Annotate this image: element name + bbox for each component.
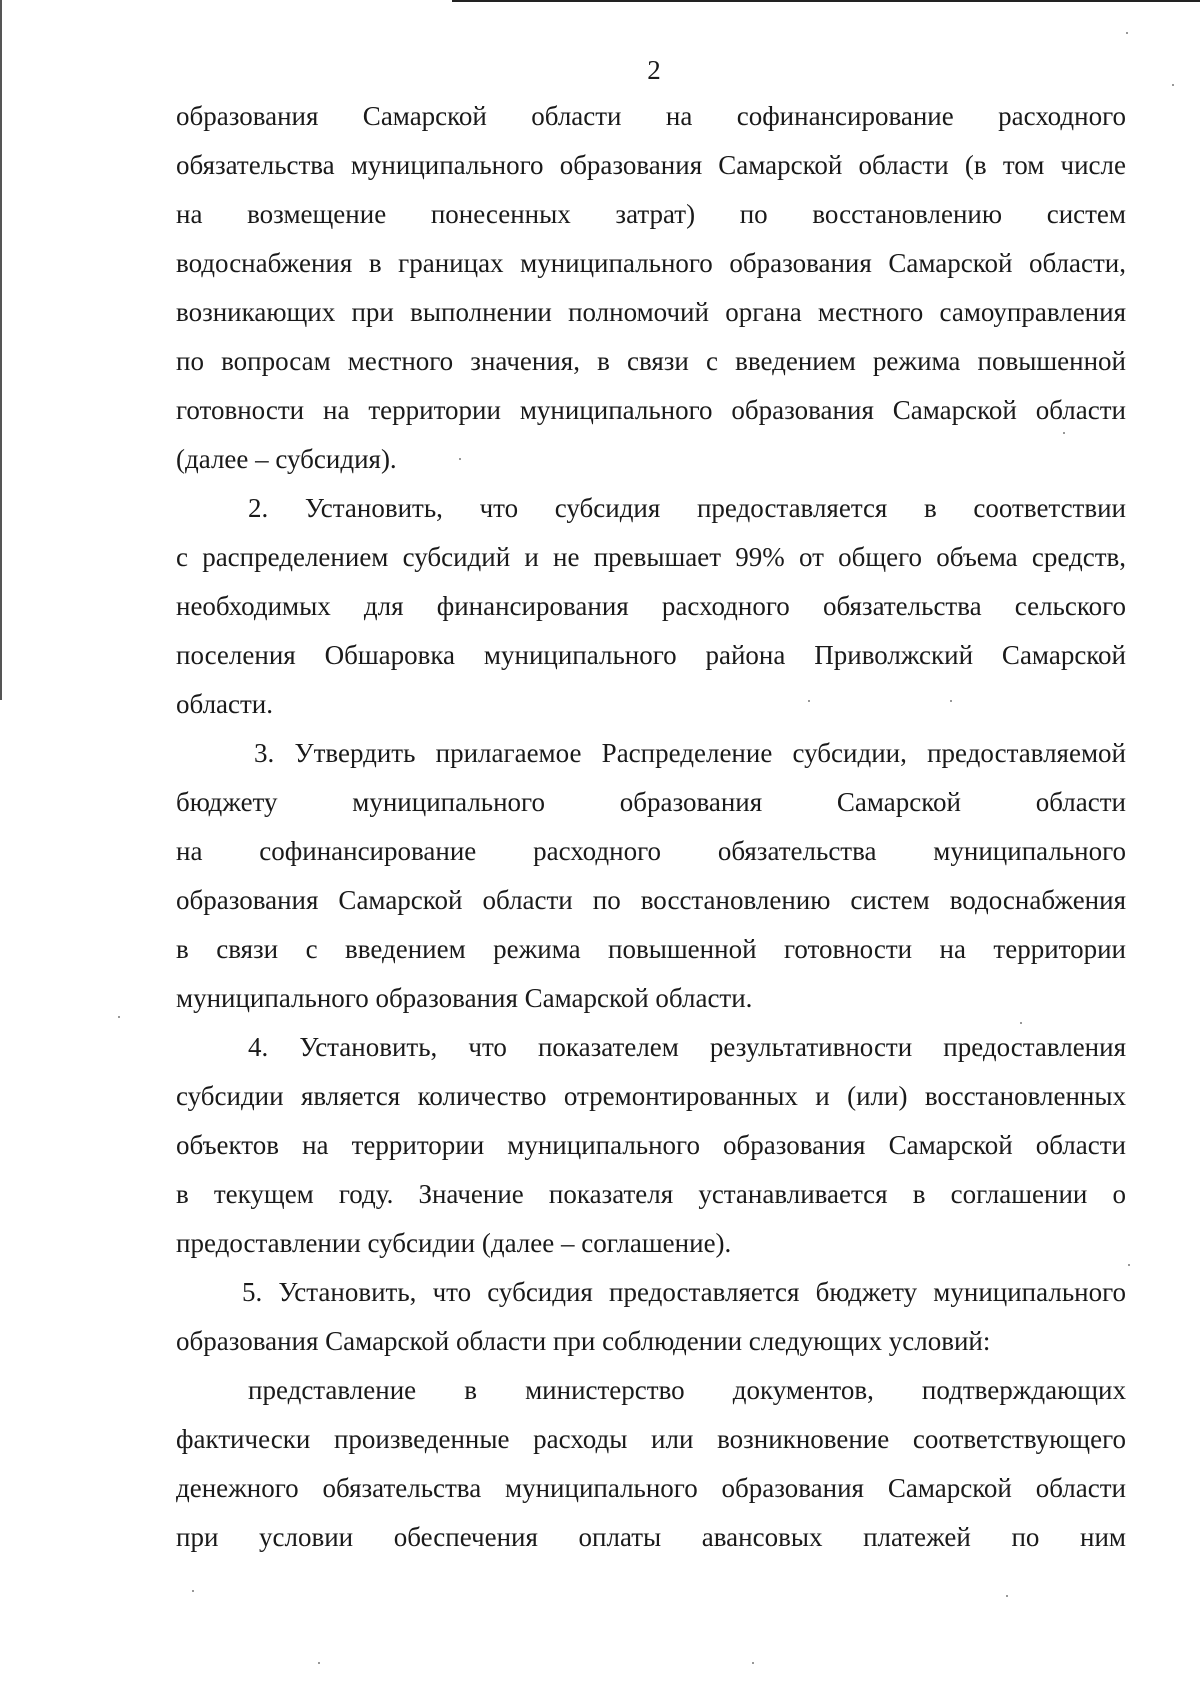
document-body — [176, 92, 1126, 1562]
text-line: 4. Установить, что показателем результативности предоставления — [248, 1032, 1126, 1062]
scan-speck — [1063, 432, 1065, 434]
scan-speck — [459, 458, 461, 460]
text-line: образования Самарской области по восстановлению систем водоснабжения — [176, 885, 1126, 915]
scan-speck — [1126, 32, 1128, 34]
text-line: готовности на территории муниципального образования Самарской области — [176, 395, 1126, 425]
text-line: образования Самарской области при соблюдении следующих условий: — [176, 1326, 991, 1356]
text-line: поселения Обшаровка муниципального района Приволжский Самарской — [176, 640, 1126, 670]
scan-speck — [1128, 1264, 1130, 1266]
scan-speck — [1020, 1022, 1022, 1024]
text-line: денежного обязательства муниципального образования Самарской области — [176, 1473, 1126, 1503]
text-line: в текущем году. Значение показателя устанавливается в соглашении о — [176, 1179, 1126, 1209]
text-line: бюджету муниципального образования Самарской области — [176, 787, 1126, 817]
scan-speck — [950, 700, 952, 702]
text-line: с распределением субсидий и не превышает 99% от общего объема средств, — [176, 542, 1126, 572]
text-line: образования Самарской области на софинансирование расходного — [176, 101, 1126, 131]
scan-speck — [1172, 84, 1174, 86]
text-line: (далее – субсидия). — [176, 444, 397, 474]
scan-speck — [752, 1662, 754, 1664]
text-line: водоснабжения в границах муниципального образования Самарской области, — [176, 248, 1126, 278]
text-line: объектов на территории муниципального образования Самарской области — [176, 1130, 1126, 1160]
scan-speck — [118, 1016, 120, 1018]
top-border-line — [452, 0, 1200, 2]
text-line: представление в министерство документов, подтверждающих — [248, 1375, 1126, 1405]
text-line: субсидии является количество отремонтированных и (или) восстановленных — [176, 1081, 1126, 1111]
text-line: на софинансирование расходного обязательства муниципального — [176, 836, 1126, 866]
text-line: обязательства муниципального образования Самарской области (в том числе — [176, 150, 1126, 180]
scan-speck — [808, 700, 810, 702]
page-number: 2 — [647, 55, 661, 85]
text-line: 3. Утвердить прилагаемое Распределение субсидии, предоставляемой — [254, 738, 1126, 768]
text-line: предоставлении субсидии (далее – соглашение). — [176, 1228, 732, 1258]
text-line: возникающих при выполнении полномочий органа местного самоуправления — [176, 297, 1126, 327]
text-line: при условии обеспечения оплаты авансовых платежей по ним — [176, 1522, 1126, 1552]
text-line: области. — [176, 689, 274, 719]
text-line: по вопросам местного значения, в связи с введением режима повышенной — [176, 346, 1126, 376]
scan-speck — [192, 1590, 194, 1592]
text-line: 5. Установить, что субсидия предоставляется бюджету муниципального — [242, 1277, 1126, 1307]
text-line: необходимых для финансирования расходного обязательства сельского — [176, 591, 1126, 621]
text-line: 2. Установить, что субсидия предоставляется в соответствии — [248, 493, 1126, 523]
scan-speck — [318, 1662, 320, 1664]
text-line: муниципального образования Самарской области. — [176, 983, 753, 1013]
scan-speck — [1006, 1595, 1008, 1597]
left-edge-line — [0, 0, 2, 700]
text-line: в связи с введением режима повышенной готовности на территории — [176, 934, 1126, 964]
text-line: на возмещение понесенных затрат) по восстановлению систем — [176, 199, 1126, 229]
text-line: фактически произведенные расходы или возникновение соответствующего — [176, 1424, 1126, 1454]
